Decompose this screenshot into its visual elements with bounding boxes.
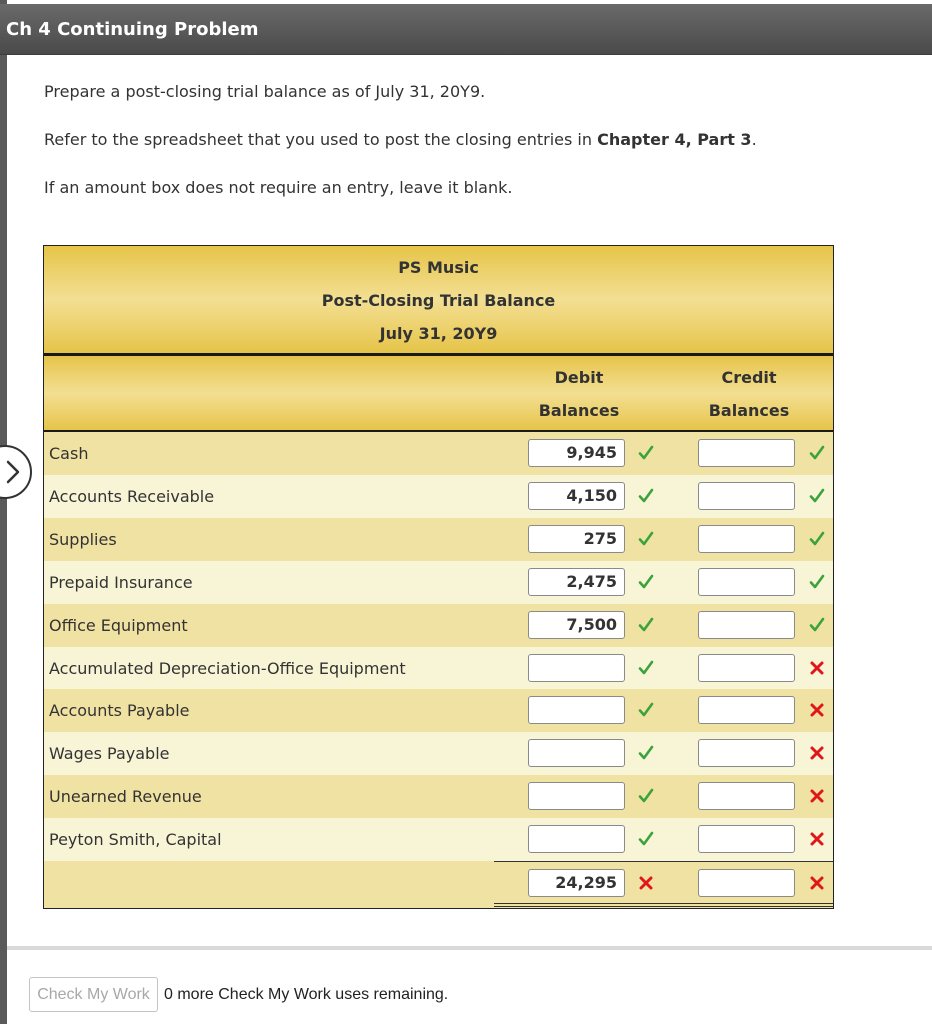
double-rule-2 [494,906,833,907]
debit-check-checkmark-icon [637,701,655,719]
account-name: Accounts Receivable [49,486,215,506]
credit-check-x-icon [808,659,826,677]
next-arrow-button[interactable] [0,445,32,499]
statement-heading [44,246,833,356]
credit-input[interactable] [698,482,795,510]
table-row [44,818,833,861]
account-name: Supplies [49,529,117,549]
left-frame-bar [0,0,7,1024]
page-title: Ch 4 Continuing Problem [6,19,259,40]
table-row [44,432,833,475]
debit-input[interactable] [528,654,625,682]
debit-input[interactable]: 275 [528,525,625,553]
chapter-reference: Chapter 4, Part 3 [597,130,752,149]
debit-check-checkmark-icon [637,573,655,591]
credit-input[interactable] [698,782,795,810]
trial-balance-table [43,245,834,909]
debit-input[interactable] [528,696,625,724]
instruction-line-2-end: . [751,130,757,149]
credit-header-line2: Balances [708,401,790,420]
instruction-line-2 [44,130,757,149]
title-bar [0,4,932,55]
remaining-uses-text: 0 more Check My Work uses remaining. [164,986,449,1003]
statement-date: July 31, 20Y9 [379,324,498,343]
credit-check-checkmark-icon [808,616,826,634]
credit-check-x-icon [808,701,826,719]
statement-title: Post-Closing Trial Balance [321,291,556,310]
credit-input[interactable] [698,568,795,596]
credit-check-checkmark-icon [808,530,826,548]
account-name: Peyton Smith, Capital [49,830,222,850]
debit-check-checkmark-icon [637,744,655,762]
table-row [44,561,833,604]
table-row [44,732,833,775]
debit-header-line1: Debit [554,368,604,387]
account-name: Wages Payable [49,744,170,764]
credit-input[interactable] [698,825,795,853]
credit-check-checkmark-icon [808,444,826,462]
debit-header-line2: Balances [538,401,620,420]
check-my-work-button[interactable]: Check My Work [29,977,158,1012]
debit-check-checkmark-icon [637,487,655,505]
total-row [44,861,833,908]
table-row [44,604,833,647]
debit-input[interactable] [528,825,625,853]
total-debit-input[interactable]: 24,295 [528,869,625,897]
debit-input[interactable]: 7,500 [528,611,625,639]
instruction-line-1: Prepare a post-closing trial balance as of July 31, 20Y9. [44,82,486,101]
table-row [44,689,833,732]
credit-input[interactable] [698,611,795,639]
debit-input[interactable] [528,782,625,810]
column-headers [44,356,833,433]
instruction-line-3: If an amount box does not require an entry, leave it blank. [44,178,513,197]
total-debit-x-icon [637,874,655,892]
credit-check-checkmark-icon [808,573,826,591]
footer-divider [7,946,932,950]
credit-input[interactable] [698,739,795,767]
credit-input[interactable] [698,696,795,724]
credit-input[interactable] [698,439,795,467]
table-row [44,475,833,518]
account-name: Prepaid Insurance [49,572,193,592]
debit-check-checkmark-icon [637,830,655,848]
account-name: Accounts Payable [49,701,190,721]
debit-check-checkmark-icon [637,530,655,548]
debit-input[interactable]: 9,945 [528,439,625,467]
account-name: Accumulated Depreciation-Office Equipment [49,658,406,678]
credit-check-x-icon [808,830,826,848]
account-name: Unearned Revenue [49,787,202,807]
table-row [44,647,833,690]
instruction-line-2-text: Refer to the spreadsheet that you used to post the closing entries in [44,130,598,149]
credit-input[interactable] [698,525,795,553]
total-credit-input[interactable] [698,869,795,897]
credit-check-x-icon [808,787,826,805]
debit-check-checkmark-icon [637,787,655,805]
credit-check-checkmark-icon [808,487,826,505]
debit-check-checkmark-icon [637,659,655,677]
debit-check-checkmark-icon [637,444,655,462]
double-rule-1 [494,903,833,904]
credit-check-x-icon [808,744,826,762]
debit-check-checkmark-icon [637,616,655,634]
credit-input[interactable] [698,654,795,682]
debit-input[interactable]: 2,475 [528,568,625,596]
account-name: Office Equipment [49,615,188,635]
account-name: Cash [49,444,89,463]
credit-header-line1: Credit [721,368,777,387]
chevron-right-icon [6,460,20,484]
company-name: PS Music [398,258,479,277]
table-row [44,518,833,561]
debit-input[interactable] [528,739,625,767]
total-rule [494,861,833,862]
table-row [44,775,833,818]
debit-input[interactable]: 4,150 [528,482,625,510]
total-credit-x-icon [808,874,826,892]
